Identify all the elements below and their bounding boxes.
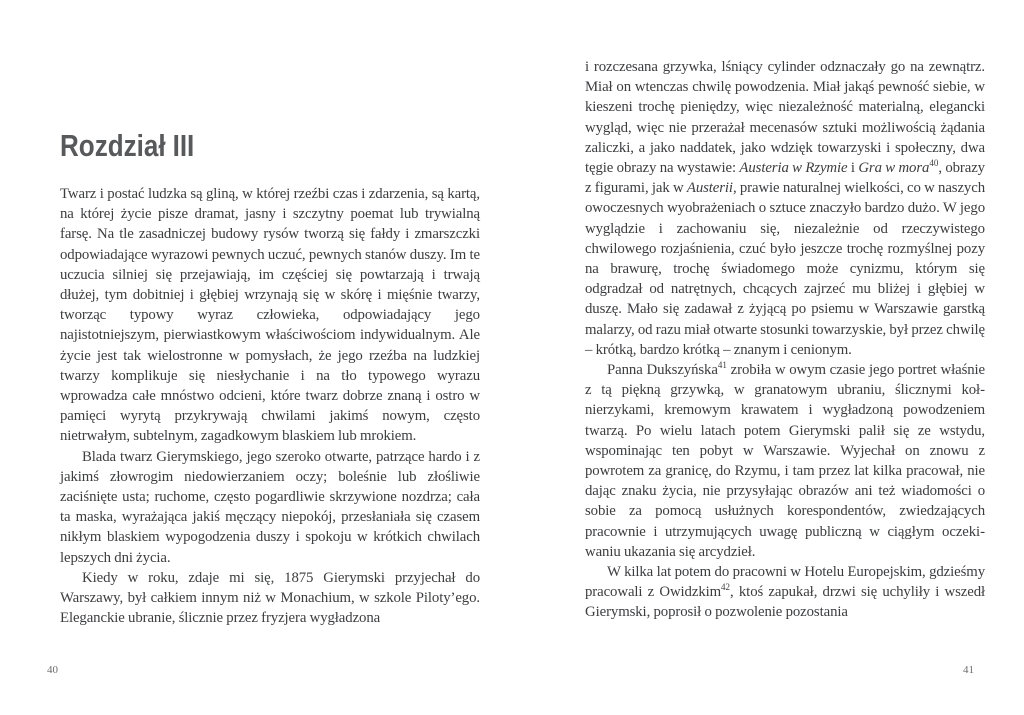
page-number-left: 40 (47, 664, 58, 676)
paragraph: W kilka lat potem do pracowni w Hotelu Europejskim, gdzieśmy pracowali z Owidzkim$^{42}$, ktoś zapukał, drzwi się uchyliły i wszedł Gierymski, poprosił o pozwolenie pozostania (585, 564, 985, 621)
paragraph: i rozczesana grzywka, lśniący cylinder odznaczały go na zewnątrz. Miał on wtenczas chwilę powodzenia. Miał jakąś pewność siebie, w kieszeni trochę pieniędzy, więc niezależność materialną, elegancki wygląd, więc nie przerażał mecenasów sztuki możliwością żądania zaliczki, a jako naddatek, jako wdzięk towarzyski i społeczny, dwa tęgie obrazy na wystawie: Austeria w Rzymie i Gra w mora$^{40}$, obrazy z figurami, jak w Austerii, prawie naturalnej wielkości, co w naszych owoczesnych wyobrażeniach o sztuce znaczyło bardzo dużo. W jego wyglądzie i zachowaniu się, niezależnie od rzeczywistego chwilowego rozjaśnienia, czuć było jeszcze trochę rozmyślnej pozy na brawurę, trochę świadomego może cynizmu, którym się odgradzał od natrętnych, chcących zajrzeć mu bliżej i głębiej w duszę. Mało się zadawał z żyjącą po psiemu w Warszawie garstką malarzy, od razu miał otwarte stosunki towarzyskie, był przez chwilę – krótką, bardzo krótką – znanym i cenionym. (585, 59, 986, 358)
paragraph: Twarz i postać ludzka są gliną, w której rzeźbi czas i zdarzenia, są kartą, na której życie pisze dramat, jasny i szczytny poemat lub trywialną farsę. Na tle zasadniczej budowy rysów tworzą się fałdy i zmarszczki odpowiadające wyrazowi pewnych uczuć, pewnych stanów duszy. Im te uczucia silniej się przejawiają, im częściej się powtarzają i trwają dłużej, tym dobitniej i głębiej wrzynają się w skórę i mięśnie twarzy, tworząc typowy wyraz człowieka, odpowiadający jego najistotniejszym, pierwiastkowym właściwościom indywidualnym. Ale życie jest tak wielostronne w pomysłach, że jego rzeźba na ludzkiej twarzy komplikuje się niesłychanie i na tło typowego wyrazu wprowadza całe mnóstwo odcieni, które twarz dobrze znaną i ostro w pamięci wyrytą przykrywają chwilami jakimś nowym, często nietrwałym, subtelnym, zagadkowym blaskiem lub mrokiem. (60, 186, 480, 445)
right-page-text (585, 57, 985, 623)
footnote-marker: 42 (721, 582, 731, 593)
paragraph: Panna Dukszyńska$^{41}$ zrobiła w owym czasie jego portret właśnie z tą piękną grzywką, w granatowym ubraniu, ślicznymi kołnierzykami, kremowym krawatem i wygładzoną powodzeniem twarzą. Po wielu latach potem Gierymski palił się ze wstydu, wspominając ten pobyt w Warszawie. Wyjechał on znowu z powrotem za granicę, do Rzymu, i tam przez lat kilka pracował, nie dając znaku życia, nie przysyłając obrazów ani też wiadomości o sobie za pomocą usłużnych korespondentów, zwiedzających pracownie i utrzymujących uwagę publiczną w ciągłym oczekiwaniu ukazania się arcydzieł. (585, 360, 986, 560)
italic-title: Gra w mora (858, 160, 930, 177)
paragraph: Kiedy w roku, zdaje mi się, 1875 Gierymski przyjechał do Warszawy, był całkiem innym niż w Monachium, w szkole Piloty’ego. Eleganckie ubranie, ślicznie przez fryzjera wygładzona (60, 569, 480, 627)
paragraph: Blada twarz Gierymskiego, jego szeroko otwarte, patrzące hardo i z jakimś złowrogim niedowierzaniem oczy; boleśnie lub złośliwie zaciśnięte usta; ruchome, często pogardliwie skrzywione nozdrza; cała ta maska, wyrażająca jakiś męczący niepokój, przesłaniała się czasem nikłym blaskiem wypogodzenia duszy i spokoju w krótkich chwilach lepszych dni życia. (60, 448, 480, 566)
chapter-heading: Rozdział III (60, 128, 195, 163)
italic-title: Austerii (686, 180, 733, 197)
left-page-text (60, 184, 480, 628)
page-number-right: 41 (963, 664, 974, 676)
footnote-marker: 41 (717, 360, 727, 371)
footnote-marker: 40 (929, 158, 939, 169)
left-page (60, 128, 480, 628)
italic-title: Austeria w Rzymie (739, 160, 848, 177)
right-page (585, 57, 985, 623)
